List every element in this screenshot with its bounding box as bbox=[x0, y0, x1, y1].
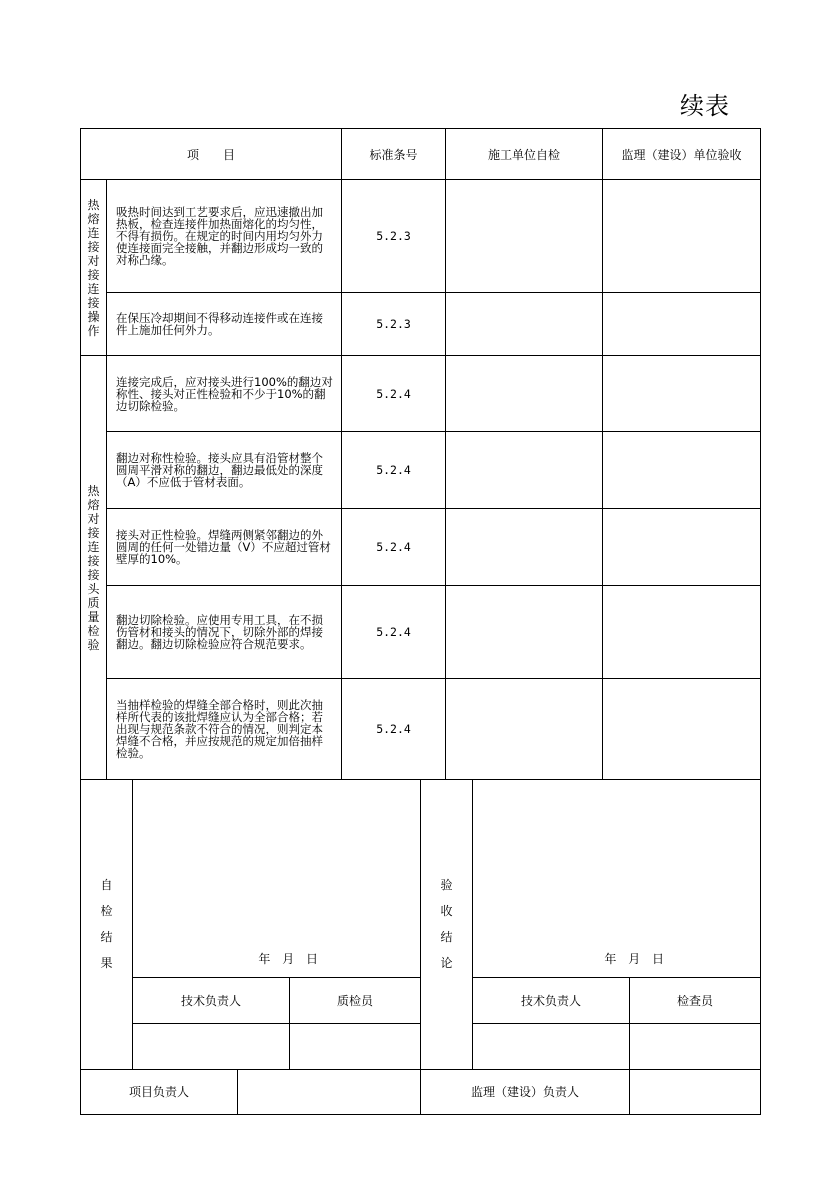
supervision-lead-label: 监理（建设）负责人 bbox=[421, 1069, 630, 1114]
row-standard-code: 5.2.4 bbox=[342, 432, 446, 509]
self-check-cell[interactable] bbox=[446, 509, 603, 586]
group-label-operation bbox=[81, 180, 107, 356]
self-result-label-text: 自 检 结 果 bbox=[100, 877, 113, 970]
supervision-lead-signature[interactable] bbox=[630, 1069, 761, 1114]
table-row bbox=[81, 356, 761, 432]
supervision-cell[interactable] bbox=[603, 586, 761, 679]
self-check-cell[interactable] bbox=[446, 432, 603, 509]
row-description: 连接完成后，应对接头进行100%的翻边对称性、接头对正性检验和不少于10%的翻边切除检验。 bbox=[107, 356, 342, 432]
group-label-quality bbox=[81, 356, 107, 780]
self-check-cell[interactable] bbox=[446, 180, 603, 293]
self-check-cell[interactable] bbox=[446, 679, 603, 780]
acceptance-date[interactable]: 年 月 日 bbox=[473, 779, 761, 977]
supervision-cell[interactable] bbox=[603, 180, 761, 293]
supervision-cell[interactable] bbox=[603, 509, 761, 586]
table-row bbox=[81, 432, 761, 509]
supervision-cell[interactable] bbox=[603, 356, 761, 432]
acceptance-tech-lead-signature[interactable] bbox=[473, 1023, 630, 1069]
self-tech-lead-signature[interactable] bbox=[133, 1023, 290, 1069]
project-lead-signature[interactable] bbox=[238, 1069, 421, 1114]
inspection-table bbox=[80, 128, 761, 780]
table-row bbox=[81, 509, 761, 586]
self-inspector-label: 质检员 bbox=[290, 977, 421, 1023]
project-lead-label: 项目负责人 bbox=[81, 1069, 238, 1114]
table-header-row bbox=[81, 129, 761, 180]
page-title: 续表 bbox=[680, 92, 730, 120]
row-description: 接头对正性检验。焊缝两侧紧邻翻边的外圆周的任何一处错边量（V）不应超过管材壁厚的10%。 bbox=[107, 509, 342, 586]
self-check-cell[interactable] bbox=[446, 586, 603, 679]
header-supervision: 监理（建设）单位验收 bbox=[603, 129, 761, 180]
self-result-label bbox=[81, 779, 133, 1069]
acceptance-tech-lead-label: 技术负责人 bbox=[473, 977, 630, 1023]
row-description: 吸热时间达到工艺要求后，应迅速撤出加热板，检查连接件加热面熔化的均匀性，不得有损伤。在规定的时间内用均匀外力使连接面完全接触，并翻边形成均一致的对称凸缘。 bbox=[107, 180, 342, 293]
row-standard-code: 5.2.3 bbox=[342, 180, 446, 293]
row-standard-code: 5.2.4 bbox=[342, 509, 446, 586]
self-tech-lead-label: 技术负责人 bbox=[133, 977, 290, 1023]
table-row bbox=[81, 586, 761, 679]
row-standard-code: 5.2.4 bbox=[342, 586, 446, 679]
row-description: 当抽样检验的焊缝全部合格时，则此次抽样所代表的该批焊缝应认为全部合格；若出现与规范条款不符合的情况，则判定本焊缝不合格，并应按规范的规定加倍抽样检验。 bbox=[107, 679, 342, 780]
row-standard-code: 5.2.4 bbox=[342, 356, 446, 432]
self-check-cell[interactable] bbox=[446, 356, 603, 432]
header-item: 项 目 bbox=[81, 129, 342, 180]
supervision-cell[interactable] bbox=[603, 293, 761, 356]
acceptance-checker-label: 检查员 bbox=[630, 977, 761, 1023]
row-description: 在保压冷却期间不得移动连接件或在连接件上施加任何外力。 bbox=[107, 293, 342, 356]
group-label-text: 热 熔 连 接 对 接 连 接 操 作 bbox=[87, 197, 100, 338]
table-row bbox=[81, 293, 761, 356]
self-inspector-signature[interactable] bbox=[290, 1023, 421, 1069]
table-row bbox=[81, 679, 761, 780]
supervision-cell[interactable] bbox=[603, 432, 761, 509]
row-standard-code: 5.2.3 bbox=[342, 293, 446, 356]
row-description: 翻边切除检验。应使用专用工具，在不损伤管材和接头的情况下，切除外部的焊接翻边。翻边切除检验应符合规范要求。 bbox=[107, 586, 342, 679]
header-self-check: 施工单位自检 bbox=[446, 129, 603, 180]
row-standard-code: 5.2.4 bbox=[342, 679, 446, 780]
acceptance-label-text: 验 收 结 论 bbox=[440, 877, 453, 970]
header-standard: 标准条号 bbox=[342, 129, 446, 180]
self-result-date[interactable]: 年 月 日 bbox=[133, 779, 421, 977]
acceptance-checker-signature[interactable] bbox=[630, 1023, 761, 1069]
group-label-text: 热 熔 对 接 连 接 接 头 质 量 检 验 bbox=[87, 483, 100, 652]
acceptance-label bbox=[421, 779, 473, 1069]
result-table bbox=[80, 779, 761, 1115]
supervision-cell[interactable] bbox=[603, 679, 761, 780]
row-description: 翻边对称性检验。接头应具有沿管材整个圆周平滑对称的翻边，翻边最低处的深度（A）不应低于管材表面。 bbox=[107, 432, 342, 509]
table-row bbox=[81, 180, 761, 293]
self-check-cell[interactable] bbox=[446, 293, 603, 356]
